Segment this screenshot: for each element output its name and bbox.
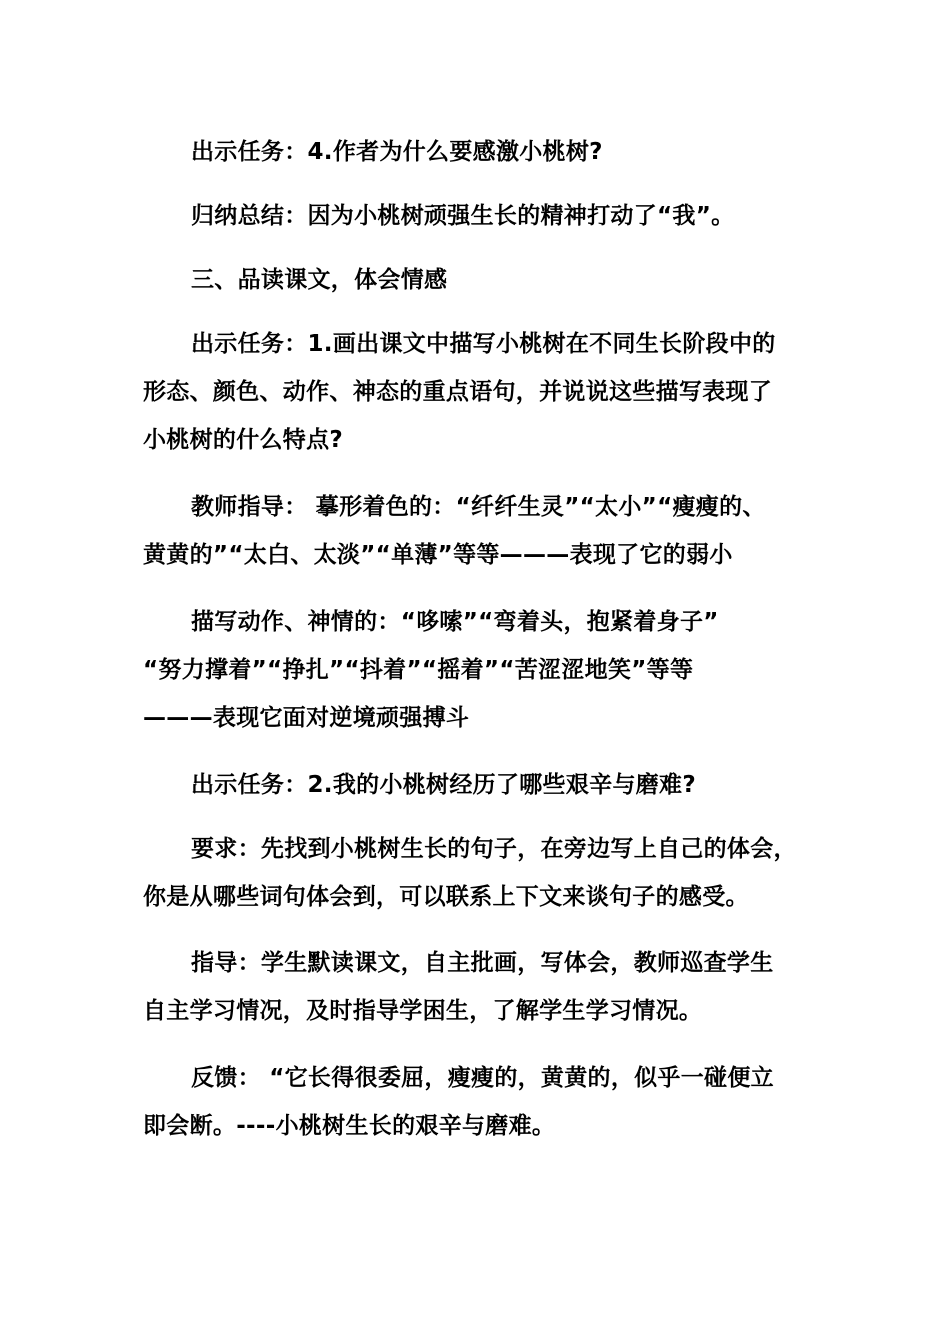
paragraph-feedback — [143, 1054, 833, 1150]
text-line: ———表现它面对逆境顽强搏斗 — [143, 705, 470, 731]
section-heading — [143, 256, 833, 304]
text-line: 归纳总结：因为小桃树顽强生长的精神打动了“我”。 — [191, 203, 735, 229]
text-line: 教师指导： 摹形着色的：“纤纤生灵”“太小”“瘦瘦的、 — [191, 494, 766, 520]
paragraph-summary — [143, 192, 833, 240]
paragraph-requirement — [143, 825, 833, 921]
text-line: 出示任务：2.我的小桃树经历了哪些艰辛与磨难? — [191, 772, 696, 798]
text-line: 描写动作、神情的：“哆嗦”“弯着头，抱紧着身子” — [191, 609, 719, 635]
text-line: 你是从哪些词句体会到，可以联系上下文来谈句子的感受。 — [143, 884, 749, 910]
text-line: 三、品读课文，体会情感 — [191, 267, 448, 293]
paragraph-guidance — [143, 939, 833, 1035]
text-line: 黄黄的”“太白、太淡”“单薄”等等———表现了它的弱小 — [143, 542, 733, 568]
text-line: 自主学习情况，及时指导学困生，了解学生学习情况。 — [143, 998, 703, 1024]
text-line: 形态、颜色、动作、神态的重点语句，并说说这些描写表现了 — [143, 379, 773, 405]
paragraph-actions-expressions — [143, 598, 833, 742]
text-line: 出示任务：1.画出课文中描写小桃树在不同生长阶段中的 — [191, 331, 776, 357]
text-line: 出示任务：4.作者为什么要感激小桃树? — [191, 139, 603, 165]
paragraph-task-4 — [143, 128, 833, 176]
text-line: 小桃树的什么特点? — [143, 427, 344, 453]
text-line: “努力撑着”“挣扎”“抖着”“摇着”“苦涩涩地笑”等等 — [143, 657, 694, 683]
text-line: 要求：先找到小桃树生长的句子，在旁边写上自己的体会， — [191, 836, 797, 862]
text-line: 即会断。----小桃树生长的艰辛与磨难。 — [143, 1113, 556, 1139]
paragraph-task-2 — [143, 761, 833, 809]
text-line: 指导：学生默读课文，自主批画，写体会，教师巡查学生 — [191, 950, 774, 976]
paragraph-teacher-guidance — [143, 483, 833, 579]
paragraph-task-1 — [143, 320, 833, 464]
text-line: 反馈： “它长得很委屈，瘦瘦的，黄黄的，似乎一碰便立 — [191, 1065, 774, 1091]
